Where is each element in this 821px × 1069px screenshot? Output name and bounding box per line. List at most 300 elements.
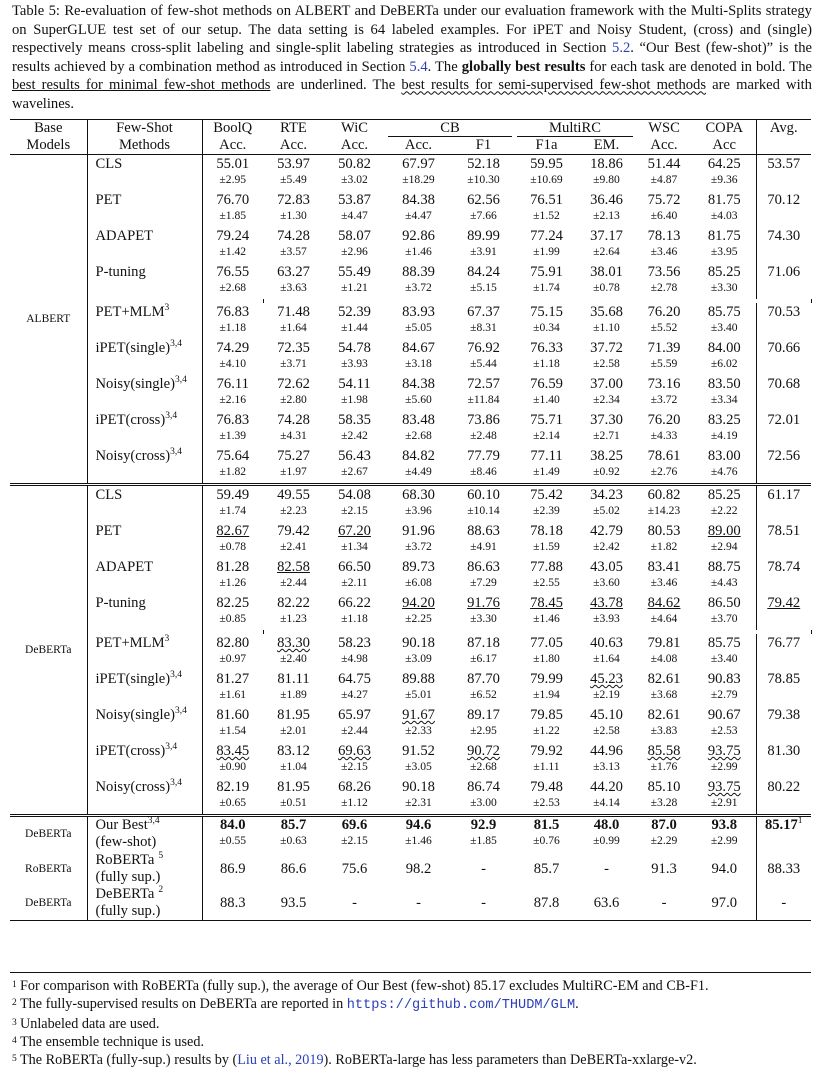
std-cb-acc: ±3.05	[405, 760, 432, 773]
score-multirc-em: 45.10	[590, 707, 623, 723]
score-multirc-f1a: 81.5	[515, 816, 578, 835]
std-multirc-f1a: ±1.80	[533, 652, 560, 665]
std-wsc: ±2.29	[650, 834, 678, 847]
score-avg: 53.57	[756, 155, 811, 192]
std-row	[10, 504, 811, 522]
std-cb-f1: ±1.85	[470, 834, 497, 847]
std-cb-acc: ±5.60	[405, 393, 432, 406]
method-name: ADAPET	[87, 558, 202, 576]
std-rte: ±5.49	[280, 173, 307, 186]
score-cb-f1: 77.79	[467, 448, 500, 464]
table-row	[10, 522, 811, 540]
method-name: iPET(cross)$^{3,4}$	[87, 411, 202, 429]
score-cb-acc: 88.39	[402, 264, 435, 280]
method-name: P-tuning	[87, 263, 202, 281]
std-multirc-f1a: ±1.94	[533, 688, 560, 701]
score-avg: 85.17$^1$	[756, 816, 811, 835]
footnote-1: 1 For comparison with RoBERTa (fully sup.), the average of Our Best (few-shot) 85.17 excludes MultiRC-EM and CB-F1.	[12, 978, 709, 994]
std-copa: ±2.91	[710, 796, 738, 809]
citation-link[interactable]: Liu et al., 2019	[237, 1052, 324, 1068]
score-cb-acc: 83.93	[402, 304, 435, 320]
score-rte: 74.28	[277, 412, 310, 428]
std-copa: ±2.94	[710, 540, 738, 553]
score-copa: 64.25	[707, 156, 741, 172]
score-wic: 58.35	[338, 412, 371, 428]
score-wic: 75.6	[341, 860, 368, 877]
score-multirc-em: 35.68	[590, 304, 623, 320]
std-wsc: ±6.40	[650, 209, 678, 222]
score-avg: 61.17	[756, 485, 811, 523]
method-name: ADAPET	[87, 227, 202, 245]
std-rte: ±3.63	[280, 281, 307, 294]
score-copa: 85.75	[707, 304, 741, 320]
std-copa: ±3.34	[710, 393, 738, 406]
header-metric: Acc.	[202, 137, 263, 155]
std-cb-f1: ±10.30	[467, 173, 500, 186]
score-multirc-em: 38.01	[590, 264, 623, 280]
std-wic: ±2.11	[341, 576, 368, 589]
method-subtitle: (fully sup.)	[87, 869, 202, 886]
score-boolq: 81.60	[216, 707, 250, 723]
score-cb-f1: 62.56	[467, 192, 500, 208]
caption-underlined-phrase: best results for minimal few-shot methods	[12, 77, 271, 94]
method-name: PET	[87, 522, 202, 540]
score-avg: 79.42	[756, 594, 811, 630]
std-wic: ±1.21	[341, 281, 368, 294]
score-copa: 90.67	[707, 707, 741, 723]
std-multirc-em: ±0.78	[593, 281, 620, 294]
score-boolq: 59.49	[202, 485, 263, 505]
score-multirc-em: 44.96	[590, 743, 623, 759]
std-boolq: ±0.55	[219, 834, 247, 847]
std-row	[10, 465, 811, 485]
score-boolq: 75.64	[216, 448, 250, 464]
std-multirc-f1a: ±1.52	[533, 209, 560, 222]
method-subtitle: (few-shot)	[87, 834, 202, 852]
method-name: P-tuning	[87, 594, 202, 612]
std-row	[10, 760, 811, 778]
score-wic: 68.26	[338, 779, 371, 795]
score-cb-acc: -	[385, 886, 452, 921]
score-multirc-em: 36.46	[590, 192, 623, 208]
std-wic: ±1.44	[341, 321, 368, 334]
results-table	[10, 119, 811, 921]
std-wsc: ±3.46	[650, 576, 678, 589]
score-cb-f1: 73.86	[467, 412, 500, 428]
header-metric: F1a	[515, 137, 578, 155]
score-rte: 72.35	[277, 340, 310, 356]
score-multirc-em: 34.23	[578, 485, 635, 505]
header-copa: COPA	[693, 120, 756, 138]
score-multirc-f1a: 78.18	[530, 523, 563, 539]
score-rte: 85.7	[263, 816, 324, 835]
table-row	[10, 303, 811, 321]
std-cb-acc: ±2.33	[405, 724, 432, 737]
std-wsc: ±4.87	[650, 173, 678, 186]
score-multirc-f1a: 76.33	[530, 340, 563, 356]
score-copa: 93.8	[693, 816, 756, 835]
score-cb-acc: 68.30	[385, 485, 452, 505]
score-boolq: 81.27	[216, 671, 250, 687]
header-avg: Avg.	[756, 120, 811, 138]
score-cb-acc: 94.6	[385, 816, 452, 835]
score-boolq: 76.83	[216, 304, 250, 320]
std-rte: ±2.40	[280, 652, 307, 665]
std-rte: ±2.41	[280, 540, 307, 553]
table-row	[10, 339, 811, 357]
score-avg: 74.30	[756, 227, 811, 263]
caption-text-4: for each task are denoted in bold. The	[589, 58, 812, 75]
std-copa: ±6.02	[710, 357, 738, 370]
std-multirc-f1a: ±1.59	[533, 540, 560, 553]
std-row	[10, 321, 811, 339]
base-model-label: RoBERTa	[10, 852, 87, 886]
std-wsc: ±3.72	[650, 393, 678, 406]
method-name: CLS	[87, 485, 202, 505]
caption-text-6: are marked with wavelines.	[12, 77, 812, 112]
score-copa: 81.75	[707, 228, 741, 244]
score-rte: 81.95	[277, 779, 310, 795]
std-copa: ±3.40	[710, 321, 738, 334]
score-cb-acc: 84.67	[402, 340, 435, 356]
std-row	[10, 688, 811, 706]
score-multirc-f1a: 79.99	[530, 671, 563, 687]
std-row	[10, 209, 811, 227]
score-cb-acc: 91.67	[402, 707, 435, 723]
score-multirc-f1a: 79.48	[530, 779, 563, 795]
std-wic: ±2.96	[341, 245, 368, 258]
score-wsc: 87.0	[635, 816, 693, 835]
score-wsc: 60.82	[635, 485, 693, 505]
std-wic: ±1.18	[341, 612, 368, 625]
std-multirc-em: ±5.02	[593, 504, 620, 517]
std-cb-acc: ±3.09	[405, 652, 432, 665]
score-multirc-f1a: 85.7	[533, 860, 560, 877]
std-cb-f1: ±6.17	[470, 652, 497, 665]
score-multirc-f1a: 75.15	[530, 304, 563, 320]
std-cb-f1: ±3.00	[470, 796, 497, 809]
std-cb-f1: ±6.52	[470, 688, 497, 701]
std-multirc-em: ±2.58	[593, 357, 620, 370]
fully-supervised-row	[10, 852, 811, 869]
std-cb-acc: ±18.29	[402, 173, 435, 186]
score-copa: 85.75	[707, 635, 741, 651]
std-wsc: ±3.68	[650, 688, 678, 701]
std-multirc-f1a: ±1.22	[533, 724, 560, 737]
score-wic: -	[324, 886, 385, 921]
std-copa: ±2.99	[710, 834, 738, 847]
score-rte: 93.5	[263, 886, 324, 921]
score-multirc-f1a: 79.92	[530, 743, 563, 759]
score-wic: 56.43	[338, 448, 371, 464]
score-copa: 84.00	[707, 340, 741, 356]
section-ref-link[interactable]: 5.4	[409, 58, 428, 75]
table-row	[10, 411, 811, 429]
std-cb-f1: ±5.15	[470, 281, 497, 294]
std-rte: ±2.80	[280, 393, 307, 406]
score-rte: 81.95	[277, 707, 310, 723]
std-cb-f1: ±2.48	[470, 429, 497, 442]
std-rte: ±2.23	[280, 504, 307, 517]
std-multirc-em: ±0.92	[593, 465, 620, 478]
caption-bold-phrase: globally best results	[461, 58, 586, 75]
caption-text-1: Re-evaluation of few-shot methods on ALBERT and DeBERTa under our evaluation framework with the Multi-Splits strategy on SuperGLUE test set of our setup. The data setting is 64 labeled examples. For iPET and Noisy Student, (cross) and (single) respectively means cross-split labeling and single-split labeling strategies as introduced in Section	[12, 3, 812, 57]
std-cb-acc: ±3.72	[405, 540, 432, 553]
std-boolq: ±4.10	[219, 357, 247, 370]
score-boolq: 82.25	[216, 595, 250, 611]
score-multirc-em: 18.86	[590, 156, 623, 172]
score-copa: 86.50	[707, 595, 741, 611]
score-rte: 82.58	[277, 559, 310, 575]
std-wsc: ±3.28	[650, 796, 678, 809]
std-multirc-em: ±0.99	[593, 834, 620, 847]
score-wsc: 51.44	[647, 156, 681, 172]
std-rte: ±1.04	[280, 760, 307, 773]
std-multirc-f1a: ±1.49	[533, 465, 560, 478]
std-copa: ±3.30	[710, 281, 738, 294]
table-row	[10, 375, 811, 393]
std-multirc-em: ±3.13	[593, 760, 620, 773]
table-row	[10, 742, 811, 760]
std-cb-acc: ±2.25	[405, 612, 432, 625]
table-row	[10, 778, 811, 796]
score-cb-acc: 67.97	[402, 156, 435, 172]
std-cb-f1: ±5.44	[470, 357, 497, 370]
caption-text-5: are underlined. The	[276, 77, 396, 94]
std-wsc: ±5.59	[650, 357, 678, 370]
score-copa: 90.83	[707, 671, 741, 687]
score-cb-acc: 91.52	[402, 743, 435, 759]
score-copa: 83.00	[707, 448, 741, 464]
score-avg: 81.30	[756, 742, 811, 778]
std-row	[10, 393, 811, 411]
score-cb-f1: 86.74	[467, 779, 500, 795]
std-rte: ±1.23	[280, 612, 307, 625]
github-link[interactable]: https://github.com/THUDM/GLM	[346, 998, 576, 1013]
std-wsc: ±4.64	[650, 612, 678, 625]
base-model-label: ALBERT	[10, 155, 87, 485]
std-wsc: ±4.33	[650, 429, 678, 442]
score-wic: 67.20	[338, 523, 371, 539]
score-multirc-f1a: 87.8	[515, 886, 578, 921]
score-wic: 54.78	[338, 340, 371, 356]
score-wsc: 75.72	[647, 192, 681, 208]
score-cb-f1: -	[481, 860, 486, 877]
score-cb-acc: 89.88	[402, 671, 435, 687]
method-name: Our Best$^{3,4}$	[87, 816, 202, 835]
std-wsc: ±14.23	[647, 504, 681, 517]
std-boolq: ±1.85	[219, 209, 247, 222]
std-boolq: ±0.90	[219, 760, 247, 773]
footnote-4: 4 The ensemble technique is used.	[12, 1034, 204, 1050]
score-cb-f1: 72.57	[467, 376, 500, 392]
score-cb-f1: 76.92	[467, 340, 500, 356]
base-model-label: DeBERTa	[10, 816, 87, 853]
score-wsc: 83.41	[647, 559, 681, 575]
score-copa: 93.75	[707, 743, 741, 759]
score-cb-f1: 87.18	[467, 635, 500, 651]
score-wsc: 78.13	[647, 228, 681, 244]
score-multirc-em: 37.30	[590, 412, 623, 428]
score-cb-f1: 88.63	[467, 523, 500, 539]
score-cb-acc: 98.2	[405, 860, 432, 877]
std-wic: ±4.27	[341, 688, 368, 701]
header-metric: EM.	[578, 137, 635, 155]
score-rte: 82.22	[277, 595, 310, 611]
caption-wavy-phrase: best results for semi-supervised few-shot methods	[401, 77, 707, 94]
score-avg: 72.01	[756, 411, 811, 447]
table-row	[10, 594, 811, 612]
std-multirc-em: ±3.60	[593, 576, 620, 589]
std-copa: ±4.76	[710, 465, 738, 478]
score-wsc: 85.10	[647, 779, 681, 795]
std-wic: ±1.12	[341, 796, 368, 809]
footnote-2: 2 The fully-supervised results on DeBERTa are reported in https://github.com/THUDM/GLM.	[12, 996, 579, 1013]
std-row	[10, 245, 811, 263]
score-cb-f1: 87.70	[467, 671, 500, 687]
std-rte: ±0.51	[280, 796, 307, 809]
std-row	[10, 612, 811, 630]
std-multirc-f1a: ±1.40	[533, 393, 560, 406]
method-name: Noisy(cross)$^{3,4}$	[87, 447, 202, 465]
score-cb-f1: 86.63	[467, 559, 500, 575]
score-boolq: 82.19	[216, 779, 250, 795]
std-multirc-f1a: ±10.69	[530, 173, 563, 186]
score-cb-acc: 84.82	[402, 448, 435, 464]
std-wic: ±2.44	[341, 724, 368, 737]
std-cb-f1: ±2.95	[470, 724, 497, 737]
score-wic: 69.6	[324, 816, 385, 835]
std-multirc-f1a: ±2.53	[533, 796, 560, 809]
method-name: iPET(single)$^{3,4}$	[87, 670, 202, 688]
score-wic: 66.22	[338, 595, 371, 611]
std-boolq: ±1.82	[219, 465, 247, 478]
std-boolq: ±1.61	[219, 688, 247, 701]
std-multirc-f1a: ±1.99	[533, 245, 560, 258]
table-row	[10, 670, 811, 688]
method-name: $PET+MLM^3$	[87, 634, 202, 652]
std-cb-f1: ±11.84	[467, 393, 500, 406]
score-multirc-f1a: 75.71	[530, 412, 563, 428]
caption-label: Table 5:	[12, 3, 60, 19]
score-wic: 53.87	[338, 192, 371, 208]
std-boolq: ±2.16	[219, 393, 247, 406]
std-multirc-f1a: ±1.46	[533, 612, 560, 625]
fully-supervised-row	[10, 886, 811, 903]
score-multirc-f1a: 75.42	[515, 485, 578, 505]
score-boolq: 76.83	[216, 412, 250, 428]
score-multirc-f1a: 76.59	[530, 376, 563, 392]
std-cb-acc: ±2.31	[405, 796, 432, 809]
std-cb-f1: ±4.91	[470, 540, 497, 553]
header-metric: Acc	[693, 137, 756, 155]
caption-text-3: . The	[427, 58, 458, 75]
score-multirc-em: 38.25	[590, 448, 623, 464]
score-cb-acc: 89.73	[402, 559, 435, 575]
std-boolq: ±2.95	[219, 173, 247, 186]
method-name: iPET(cross)$^{3,4}$	[87, 742, 202, 760]
std-copa: ±3.95	[710, 245, 738, 258]
score-multirc-em: 44.20	[590, 779, 623, 795]
score-multirc-em: 37.72	[590, 340, 623, 356]
score-wic: 58.23	[338, 635, 371, 651]
std-multirc-f1a: ±1.74	[533, 281, 560, 294]
method-name: $PET+MLM^3$	[87, 303, 202, 321]
score-avg: 70.66	[756, 339, 811, 375]
std-boolq: ±1.54	[219, 724, 247, 737]
std-wic: ±2.42	[341, 429, 368, 442]
std-cb-acc: ±3.96	[405, 504, 432, 517]
std-wic: ±1.34	[341, 540, 368, 553]
std-wic: ±4.47	[341, 209, 368, 222]
std-row	[10, 576, 811, 594]
table-row	[10, 191, 811, 209]
score-boolq: 74.29	[216, 340, 250, 356]
score-multirc-f1a: 78.45	[530, 595, 563, 611]
std-boolq: ±0.65	[219, 796, 247, 809]
score-wsc: 84.62	[647, 595, 681, 611]
std-cb-acc: ±4.47	[405, 209, 432, 222]
score-copa: 88.75	[707, 559, 741, 575]
std-boolq: ±1.74	[219, 504, 247, 517]
header-rte: RTE	[263, 120, 324, 138]
header-wsc: WSC	[635, 120, 693, 138]
score-wic: 65.97	[338, 707, 371, 723]
std-wic: ±2.15	[341, 504, 368, 517]
score-boolq: 88.3	[202, 886, 263, 921]
score-copa: 83.50	[707, 376, 741, 392]
std-multirc-f1a: ±1.11	[533, 760, 560, 773]
score-wic: 69.63	[338, 743, 371, 759]
score-boolq: 79.24	[216, 228, 250, 244]
score-multirc-f1a: 77.24	[530, 228, 563, 244]
score-cb-f1: 89.17	[467, 707, 500, 723]
std-cb-acc: ±3.72	[405, 281, 432, 294]
section-ref-link[interactable]: 5.2	[612, 40, 631, 57]
score-boolq: 82.67	[216, 523, 250, 539]
score-wsc: 82.61	[647, 671, 681, 687]
std-multirc-em: ±2.13	[593, 209, 620, 222]
header-boolq: BoolQ	[202, 120, 263, 138]
score-wsc: -	[635, 886, 693, 921]
score-avg: 72.56	[756, 447, 811, 485]
std-cb-acc: ±6.08	[405, 576, 432, 589]
table-caption	[12, 2, 812, 114]
std-cb-f1: ±2.68	[470, 760, 497, 773]
score-avg: 78.74	[756, 558, 811, 594]
header-wic: WiC	[324, 120, 385, 138]
std-row	[10, 429, 811, 447]
std-rte: ±3.71	[280, 357, 307, 370]
std-wic: ±1.98	[341, 393, 368, 406]
score-rte: 75.27	[277, 448, 310, 464]
std-rte: ±2.01	[280, 724, 307, 737]
score-rte: 83.30	[277, 635, 310, 651]
score-cb-f1: 90.72	[467, 743, 500, 759]
table-row	[10, 155, 811, 174]
header-row-1	[10, 120, 811, 138]
score-multirc-em: 63.6	[578, 886, 635, 921]
footnote-3: 3 Unlabeled data are used.	[12, 1016, 160, 1032]
score-cb-f1: 67.37	[467, 304, 500, 320]
header-metric: Acc.	[324, 137, 385, 155]
score-boolq: 76.55	[216, 264, 250, 280]
std-copa: ±4.43	[710, 576, 738, 589]
score-wsc: 73.16	[647, 376, 681, 392]
footnote-5: 5 The RoBERTa (fully-sup.) results by (Liu et al., 2019). RoBERTa-large has less parameters than DeBERTa-xxlarge-v2.	[12, 1052, 697, 1068]
std-row	[10, 357, 811, 375]
score-cb-f1: 84.24	[467, 264, 500, 280]
